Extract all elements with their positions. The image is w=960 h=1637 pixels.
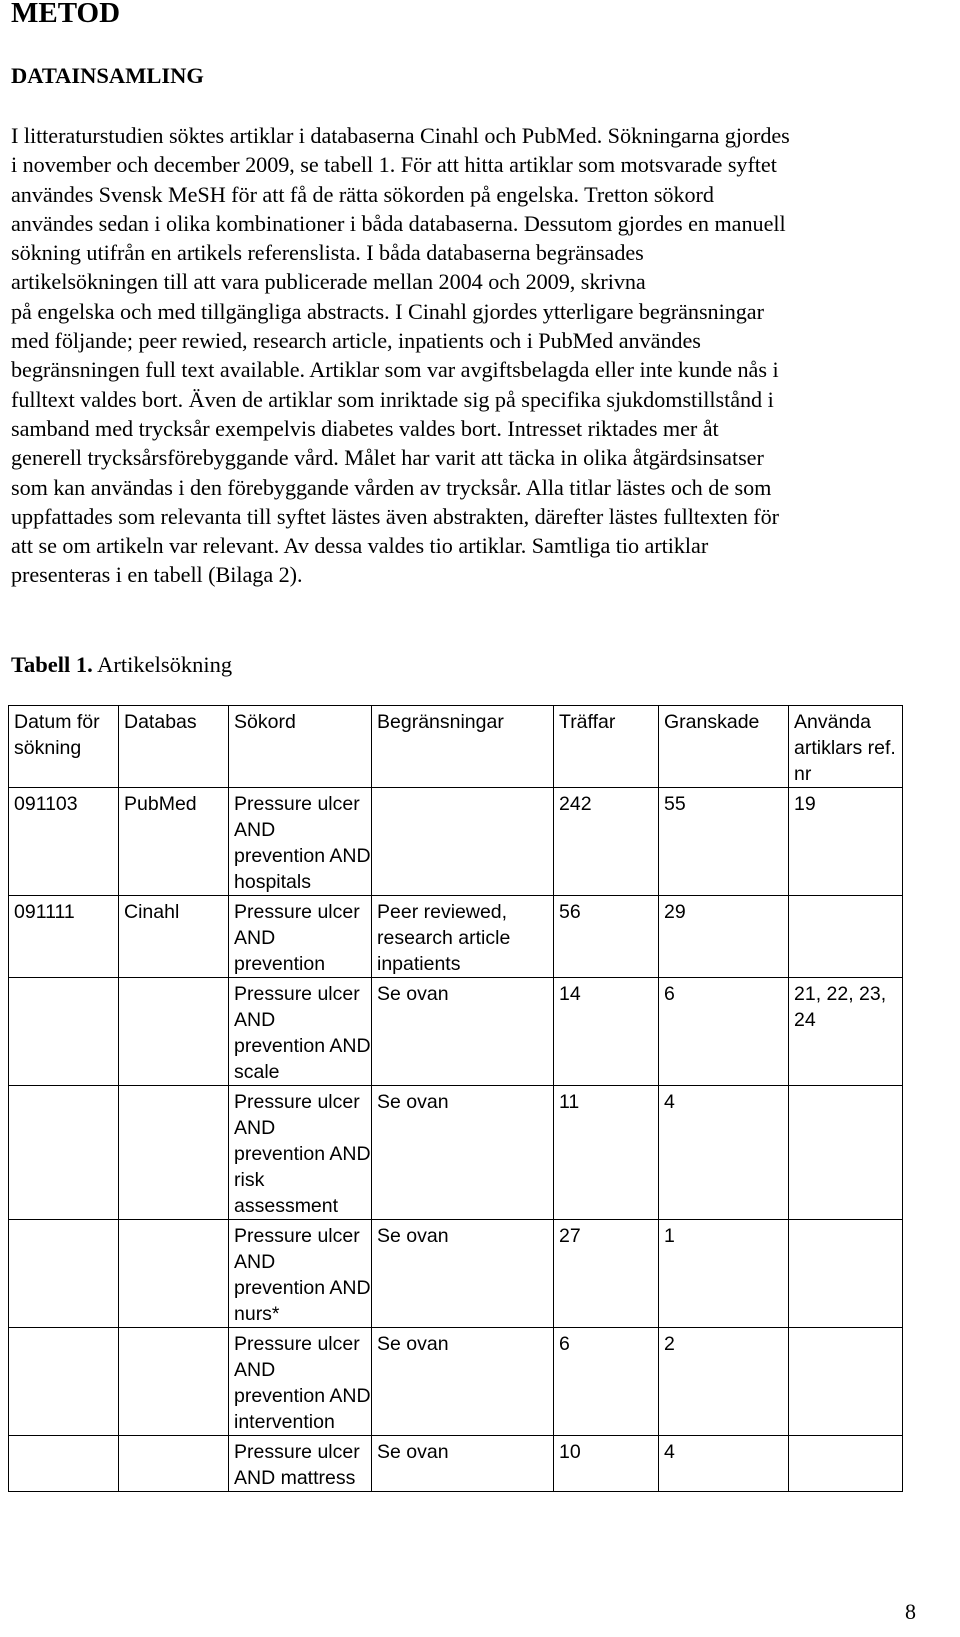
cell-datum: [9, 1086, 119, 1220]
paragraph-line: samband med trycksår exempelvis diabetes valdes bort. Intresset riktades mer åt: [11, 415, 719, 441]
table-header-row: [9, 706, 903, 788]
cell-granskade: 55: [659, 788, 789, 896]
cell-datum: 091103: [9, 788, 119, 896]
header-cell-traffar: Träffar: [554, 706, 659, 788]
table-row: [9, 1220, 903, 1328]
cell-anvanda: [789, 1086, 903, 1220]
cell-datum: 091111: [9, 896, 119, 978]
cell-granskade: 6: [659, 978, 789, 1086]
paragraph-line: artikelsökningen till att vara publicerade mellan 2004 och 2009, skrivna: [11, 269, 646, 295]
cell-traffar: 11: [554, 1086, 659, 1220]
paragraph-line: generell trycksårsförebyggande vård. Målet har varit att täcka in olika åtgärdsinsatser: [11, 445, 764, 471]
cell-begransningar: Se ovan: [372, 1220, 554, 1328]
cell-anvanda: [789, 1436, 903, 1492]
cell-sokord: Pressure ulcer AND prevention: [229, 896, 372, 978]
cell-granskade: 29: [659, 896, 789, 978]
cell-traffar: 56: [554, 896, 659, 978]
cell-begransningar: [372, 788, 554, 896]
cell-granskade: 2: [659, 1328, 789, 1436]
cell-anvanda: [789, 896, 903, 978]
cell-sokord: Pressure ulcer AND prevention AND hospitals: [229, 788, 372, 896]
cell-sokord: Pressure ulcer AND prevention AND risk assessment: [229, 1086, 372, 1220]
header-cell-databas: Databas: [119, 706, 229, 788]
cell-begransningar: Se ovan: [372, 978, 554, 1086]
paragraph-line: med följande; peer rewied, research article, inpatients och i PubMed användes: [11, 328, 701, 354]
paragraph-line: i november och december 2009, se tabell 1. För att hitta artiklar som motsvarade syftet: [11, 152, 777, 178]
table-caption: [11, 651, 232, 679]
cell-sokord: Pressure ulcer AND mattress: [229, 1436, 372, 1492]
section-heading: DATAINSAMLING: [11, 63, 204, 88]
table-row: [9, 978, 903, 1086]
table-row: [9, 1436, 903, 1492]
cell-datum: [9, 1328, 119, 1436]
cell-traffar: 27: [554, 1220, 659, 1328]
table-row: [9, 788, 903, 896]
paragraph-line: att se om artikeln var relevant. Av dessa valdes tio artiklar. Samtliga tio artiklar: [11, 533, 709, 559]
cell-databas: [119, 1328, 229, 1436]
cell-traffar: 6: [554, 1328, 659, 1436]
search-table: [8, 705, 903, 1492]
header-cell-begransningar: Begränsningar: [372, 706, 554, 788]
page-heading: METOD: [11, 0, 121, 29]
paragraph-line: I litteraturstudien söktes artiklar i databaserna Cinahl och PubMed. Sökningarna gjordes: [11, 123, 790, 148]
cell-databas: PubMed: [119, 788, 229, 896]
paragraph-line: sökning utifrån en artikels referenslista. I båda databaserna begränsades: [11, 240, 644, 266]
page-number: 8: [905, 1599, 916, 1624]
paragraph-line: fulltext valdes bort. Även de artiklar som inriktade sig på specifika sjukdomstillstånd i: [11, 386, 774, 412]
cell-sokord: Pressure ulcer AND prevention AND scale: [229, 978, 372, 1086]
cell-anvanda: 19: [789, 788, 903, 896]
cell-databas: [119, 978, 229, 1086]
header-cell-datum: Datum för sökning: [9, 706, 119, 788]
cell-begransningar: Se ovan: [372, 1086, 554, 1220]
cell-datum: [9, 978, 119, 1086]
cell-traffar: 242: [554, 788, 659, 896]
cell-begransningar: Se ovan: [372, 1436, 554, 1492]
cell-begransningar: Peer reviewed, research article inpatients: [372, 896, 554, 978]
paragraph-line: användes sedan i olika kombinationer i båda databaserna. Dessutom gjordes en manuell: [11, 210, 786, 236]
header-cell-anvanda: Använda artiklars ref. nr: [789, 706, 903, 788]
cell-anvanda: 21, 22, 23, 24: [789, 978, 903, 1086]
cell-datum: [9, 1220, 119, 1328]
table-row: [9, 1328, 903, 1436]
body-paragraph: [11, 121, 956, 590]
cell-granskade: 4: [659, 1086, 789, 1220]
header-cell-granskade: Granskade: [659, 706, 789, 788]
header-cell-sokord: Sökord: [229, 706, 372, 788]
cell-anvanda: [789, 1328, 903, 1436]
cell-sokord: Pressure ulcer AND prevention AND nurs*: [229, 1220, 372, 1328]
paragraph-line: begränsningen full text available. Artiklar som var avgiftsbelagda eller inte kunde nås i: [11, 357, 779, 383]
cell-granskade: 4: [659, 1436, 789, 1492]
cell-traffar: 14: [554, 978, 659, 1086]
table-caption-text: Artikelsökning: [92, 652, 233, 677]
table-caption-label: Tabell 1.: [11, 652, 93, 677]
cell-sokord: Pressure ulcer AND prevention AND intervention: [229, 1328, 372, 1436]
cell-databas: [119, 1086, 229, 1220]
cell-databas: Cinahl: [119, 896, 229, 978]
paragraph-line: på engelska och med tillgängliga abstracts. I Cinahl gjordes ytterligare begränsningar: [11, 298, 764, 324]
paragraph-line: presenteras i en tabell (Bilaga 2).: [11, 562, 303, 588]
cell-granskade: 1: [659, 1220, 789, 1328]
cell-databas: [119, 1436, 229, 1492]
cell-begransningar: Se ovan: [372, 1328, 554, 1436]
paragraph-line: som kan användas i den förebyggande vården av trycksår. Alla titlar lästes och de som: [11, 474, 772, 500]
cell-databas: [119, 1220, 229, 1328]
table-row: [9, 896, 903, 978]
table-row: [9, 1086, 903, 1220]
paragraph-line: användes Svensk MeSH för att få de rätta sökorden på engelska. Tretton sökord: [11, 181, 714, 207]
cell-traffar: 10: [554, 1436, 659, 1492]
paragraph-line: uppfattades som relevanta till syftet lästes även abstrakten, därefter lästes fulltexten för: [11, 503, 779, 529]
cell-datum: [9, 1436, 119, 1492]
cell-anvanda: [789, 1220, 903, 1328]
